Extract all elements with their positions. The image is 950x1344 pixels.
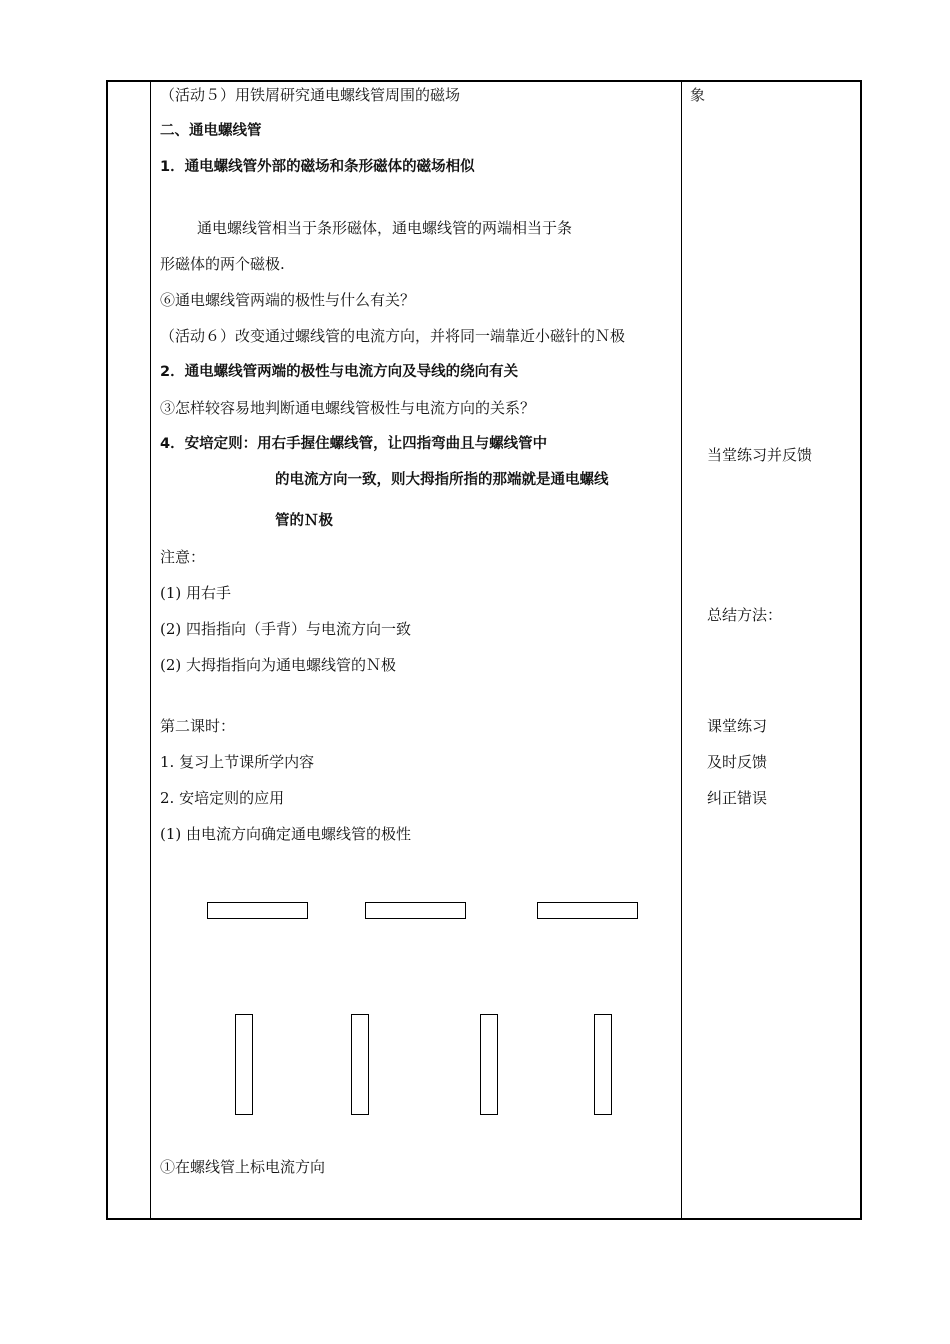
point4-line3: 管的Ｎ极 <box>275 513 333 529</box>
side-class-practice: 课堂练习 <box>707 717 768 735</box>
solenoid-horizontal-3 <box>537 902 638 919</box>
point4-line2: 的电流方向一致，则大拇指所指的那端就是通电螺线 <box>275 472 609 488</box>
activity6-text: （活动６）改变通过螺线管的电流方向，并将同一端靠近小磁针的Ｎ极 <box>160 327 626 345</box>
solenoid-horizontal-2 <box>365 902 466 919</box>
review2-text: 2. 安培定则的应用 <box>160 789 285 807</box>
note2-text: (2) 四指指向（手背）与电流方向一致 <box>160 620 412 638</box>
para1-line1: 通电螺线管相当于条形磁体，通电螺线管的两端相当于条 <box>197 219 573 237</box>
question6-text: ⑥通电螺线管两端的极性与什么有关？ <box>160 291 416 309</box>
note3-text: (2) 大拇指指向为通电螺线管的Ｎ极 <box>160 656 397 674</box>
side-practice-feedback: 当堂练习并反馈 <box>707 446 813 464</box>
point4-line1: 4．安培定则：用右手握住螺线管，让四指弯曲且与螺线管中 <box>160 436 548 452</box>
note-label: 注意： <box>160 548 206 566</box>
side-timely-feedback: 及时反馈 <box>707 753 768 771</box>
note1-text: (1) 用右手 <box>160 584 232 602</box>
side-top-char: 象 <box>690 86 706 104</box>
side-summarize: 总结方法： <box>707 606 783 624</box>
point2-text: 2．通电螺线管两端的极性与电流方向及导线的绕向有关 <box>160 364 519 380</box>
column-divider-left <box>150 82 151 1218</box>
side-correct-errors: 纠正错误 <box>707 789 768 807</box>
solenoid-horizontal-1 <box>207 902 308 919</box>
review1-text: 1. 复习上节课所学内容 <box>160 753 315 771</box>
solenoid-vertical-4 <box>594 1014 612 1115</box>
solenoid-vertical-1 <box>235 1014 253 1115</box>
activity5-text: （活动５）用铁屑研究通电螺线管周围的磁场 <box>160 86 461 104</box>
solenoid-vertical-2 <box>351 1014 369 1115</box>
application1-text: (1) 由电流方向确定通电螺线管的极性 <box>160 825 412 843</box>
section2-heading: 二、通电螺线管 <box>160 123 262 139</box>
point1-text: 1．通电螺线管外部的磁场和条形磁体的磁场相似 <box>160 159 475 175</box>
question3-text: ③怎样较容易地判断通电螺线管极性与电流方向的关系？ <box>160 399 536 417</box>
solenoid-vertical-3 <box>480 1014 498 1115</box>
second-lesson-label: 第二课时： <box>160 717 236 735</box>
para1-line2: 形磁体的两个磁极. <box>160 255 285 273</box>
task1-text: ①在螺线管上标电流方向 <box>160 1158 326 1176</box>
column-divider-right <box>681 82 682 1218</box>
